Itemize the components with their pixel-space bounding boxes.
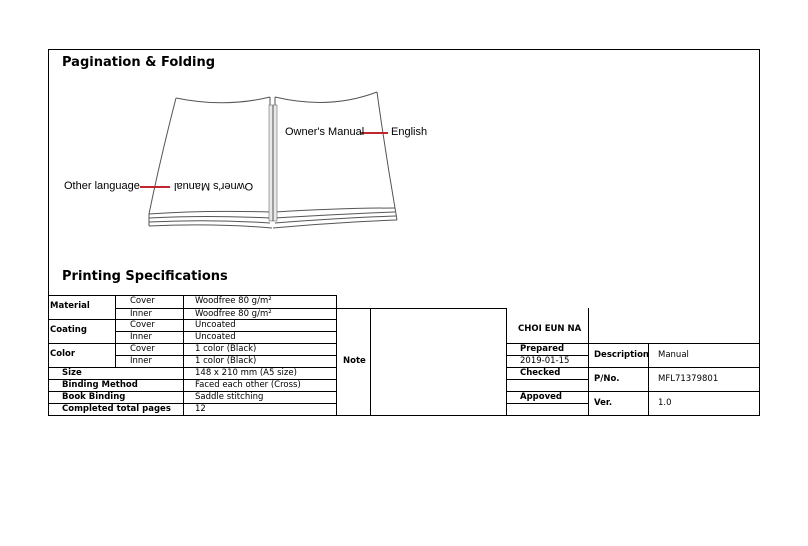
- checked-label: Checked: [520, 368, 561, 378]
- pagination-title: Pagination & Folding: [62, 55, 216, 70]
- ver-value: 1.0: [658, 398, 672, 408]
- binding-method-value: Faced each other (Cross): [195, 380, 301, 390]
- printing-specs-title: Printing Specifications: [62, 269, 228, 284]
- description-label: Description: [594, 350, 649, 360]
- book-binding-label: Book Binding: [62, 392, 126, 402]
- coating-inner-value: Uncoated: [195, 332, 236, 342]
- approved-label: Appoved: [520, 392, 562, 402]
- material-cover-value: Woodfree 80 g/m²: [195, 296, 272, 306]
- other-language-label: Other language: [64, 180, 140, 192]
- material-label: Material: [50, 301, 90, 311]
- coating-cover-label: Cover: [130, 320, 155, 330]
- total-pages-value: 12: [195, 404, 206, 414]
- ver-label: Ver.: [594, 398, 613, 408]
- pno-value: MFL71379801: [658, 374, 719, 384]
- color-inner-label: Inner: [130, 356, 153, 366]
- prepared-date: 2019-01-15: [520, 356, 570, 366]
- size-label: Size: [62, 368, 82, 378]
- material-inner-label: Inner: [130, 309, 153, 319]
- book-binding-value: Saddle stitching: [195, 392, 264, 402]
- material-cover-label: Cover: [130, 296, 155, 306]
- total-pages-label: Completed total pages: [62, 404, 171, 414]
- size-value: 148 x 210 mm (A5 size): [195, 368, 297, 378]
- owners-manual-flipped-label: Owner's Manual: [174, 180, 254, 192]
- pno-label: P/No.: [594, 374, 620, 384]
- prepared-label: Prepared: [520, 344, 565, 354]
- coating-inner-label: Inner: [130, 332, 153, 342]
- binding-method-label: Binding Method: [62, 380, 138, 390]
- description-value: Manual: [658, 350, 689, 360]
- owners-manual-label: Owner's Manual: [285, 126, 365, 138]
- note-label: Note: [343, 356, 366, 366]
- color-label: Color: [50, 349, 76, 359]
- english-label: English: [391, 126, 428, 138]
- signoff-name: CHOI EUN NA: [518, 324, 582, 334]
- color-cover-label: Cover: [130, 344, 155, 354]
- coating-cover-value: Uncoated: [195, 320, 236, 330]
- coating-label: Coating: [50, 325, 87, 335]
- material-inner-value: Woodfree 80 g/m²: [195, 309, 272, 319]
- color-inner-value: 1 color (Black): [195, 356, 257, 366]
- color-cover-value: 1 color (Black): [195, 344, 257, 354]
